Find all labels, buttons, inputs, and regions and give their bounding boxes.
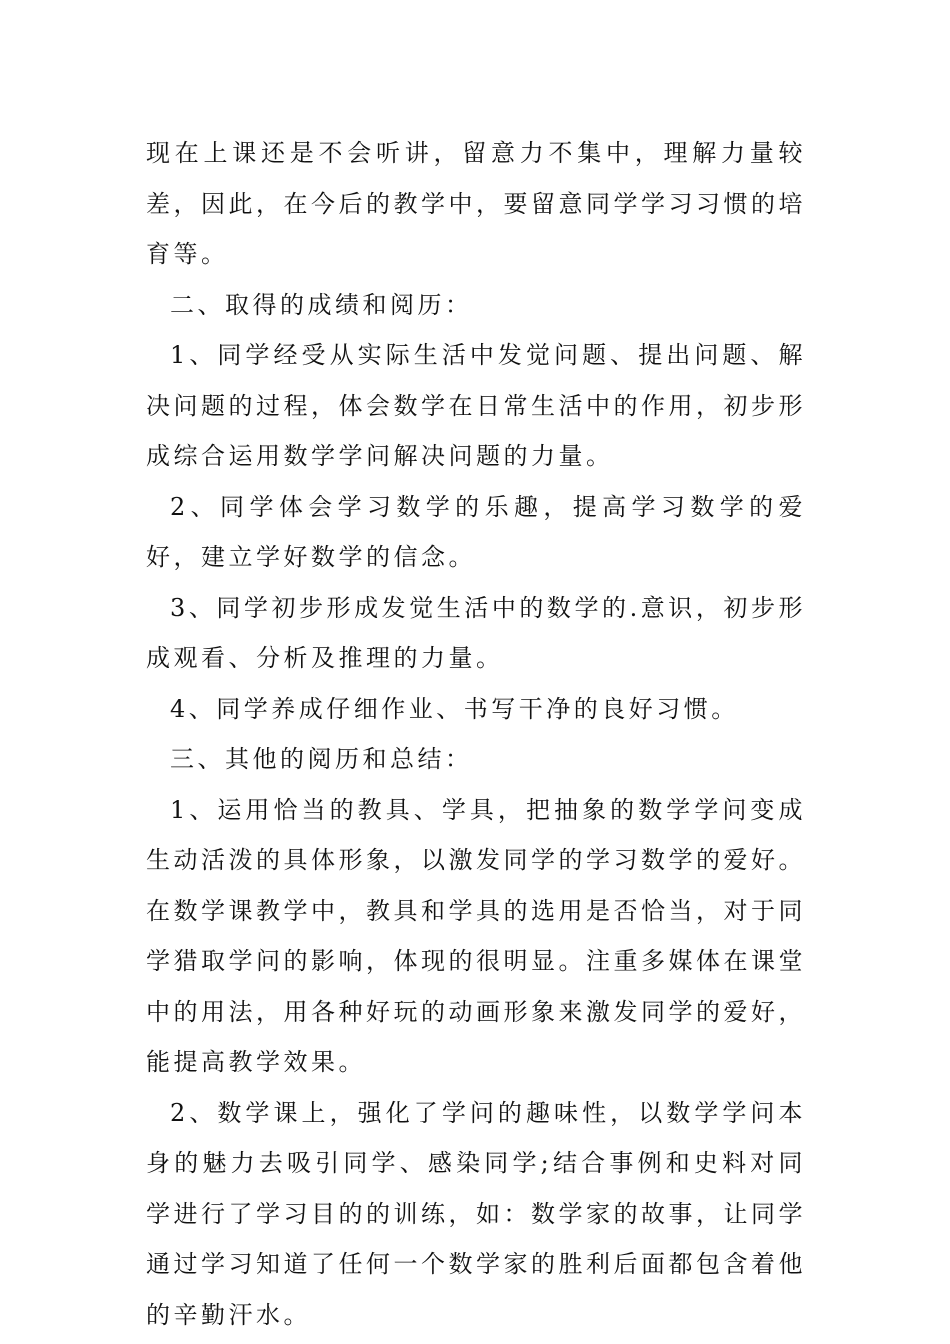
paragraph-achievement-3: 3、同学初步形成发觉生活中的数学的.意识，初步形成观看、分析及推理的力量。 [146,593,806,672]
paragraph-experience-1: 1、运用恰当的教具、学具，把抽象的数学学问变成生动活泼的具体形象，以激发同学的学习数学的爱好。在数学课教学中，教具和学具的选用是否恰当，对于同学猎取学问的影响，体现的很明显。注重多媒体在课堂中的用法，用各种好玩的动画形象来激发同学的爱好，能提高教学效果。 [146,795,806,1076]
section-heading-achievements: 二、取得的成绩和阅历： [170,290,473,319]
paragraph-achievement-4: 4、同学养成仔细作业、书写干净的良好习惯。 [170,694,739,723]
paragraph-achievement-2: 2、同学体会学习数学的乐趣，提高学习数学的爱好，建立学好数学的信念。 [146,492,806,571]
paragraph-achievement-1: 1、同学经受从实际生活中发觉问题、提出问题、解决问题的过程，体会数学在日常生活中的作用，初步形成综合运用数学学问解决问题的力量。 [146,341,806,470]
document-body [146,128,806,1340]
paragraph-intro-continuation: 现在上课还是不会听讲，留意力不集中，理解力量较差，因此，在今后的教学中，要留意同学学习习惯的培育等。 [146,139,806,268]
paragraph-experience-2: 2、数学课上，强化了学问的趣味性，以数学学问本身的魅力去吸引同学、感染同学;结合事例和史料对同学进行了学习目的的训练，如：数学家的故事，让同学通过学习知道了任何一个数学家的胜利后面都包含着他的辛勤汗水。 [146,1098,806,1329]
section-heading-other-experience: 三、其他的阅历和总结： [170,745,473,773]
